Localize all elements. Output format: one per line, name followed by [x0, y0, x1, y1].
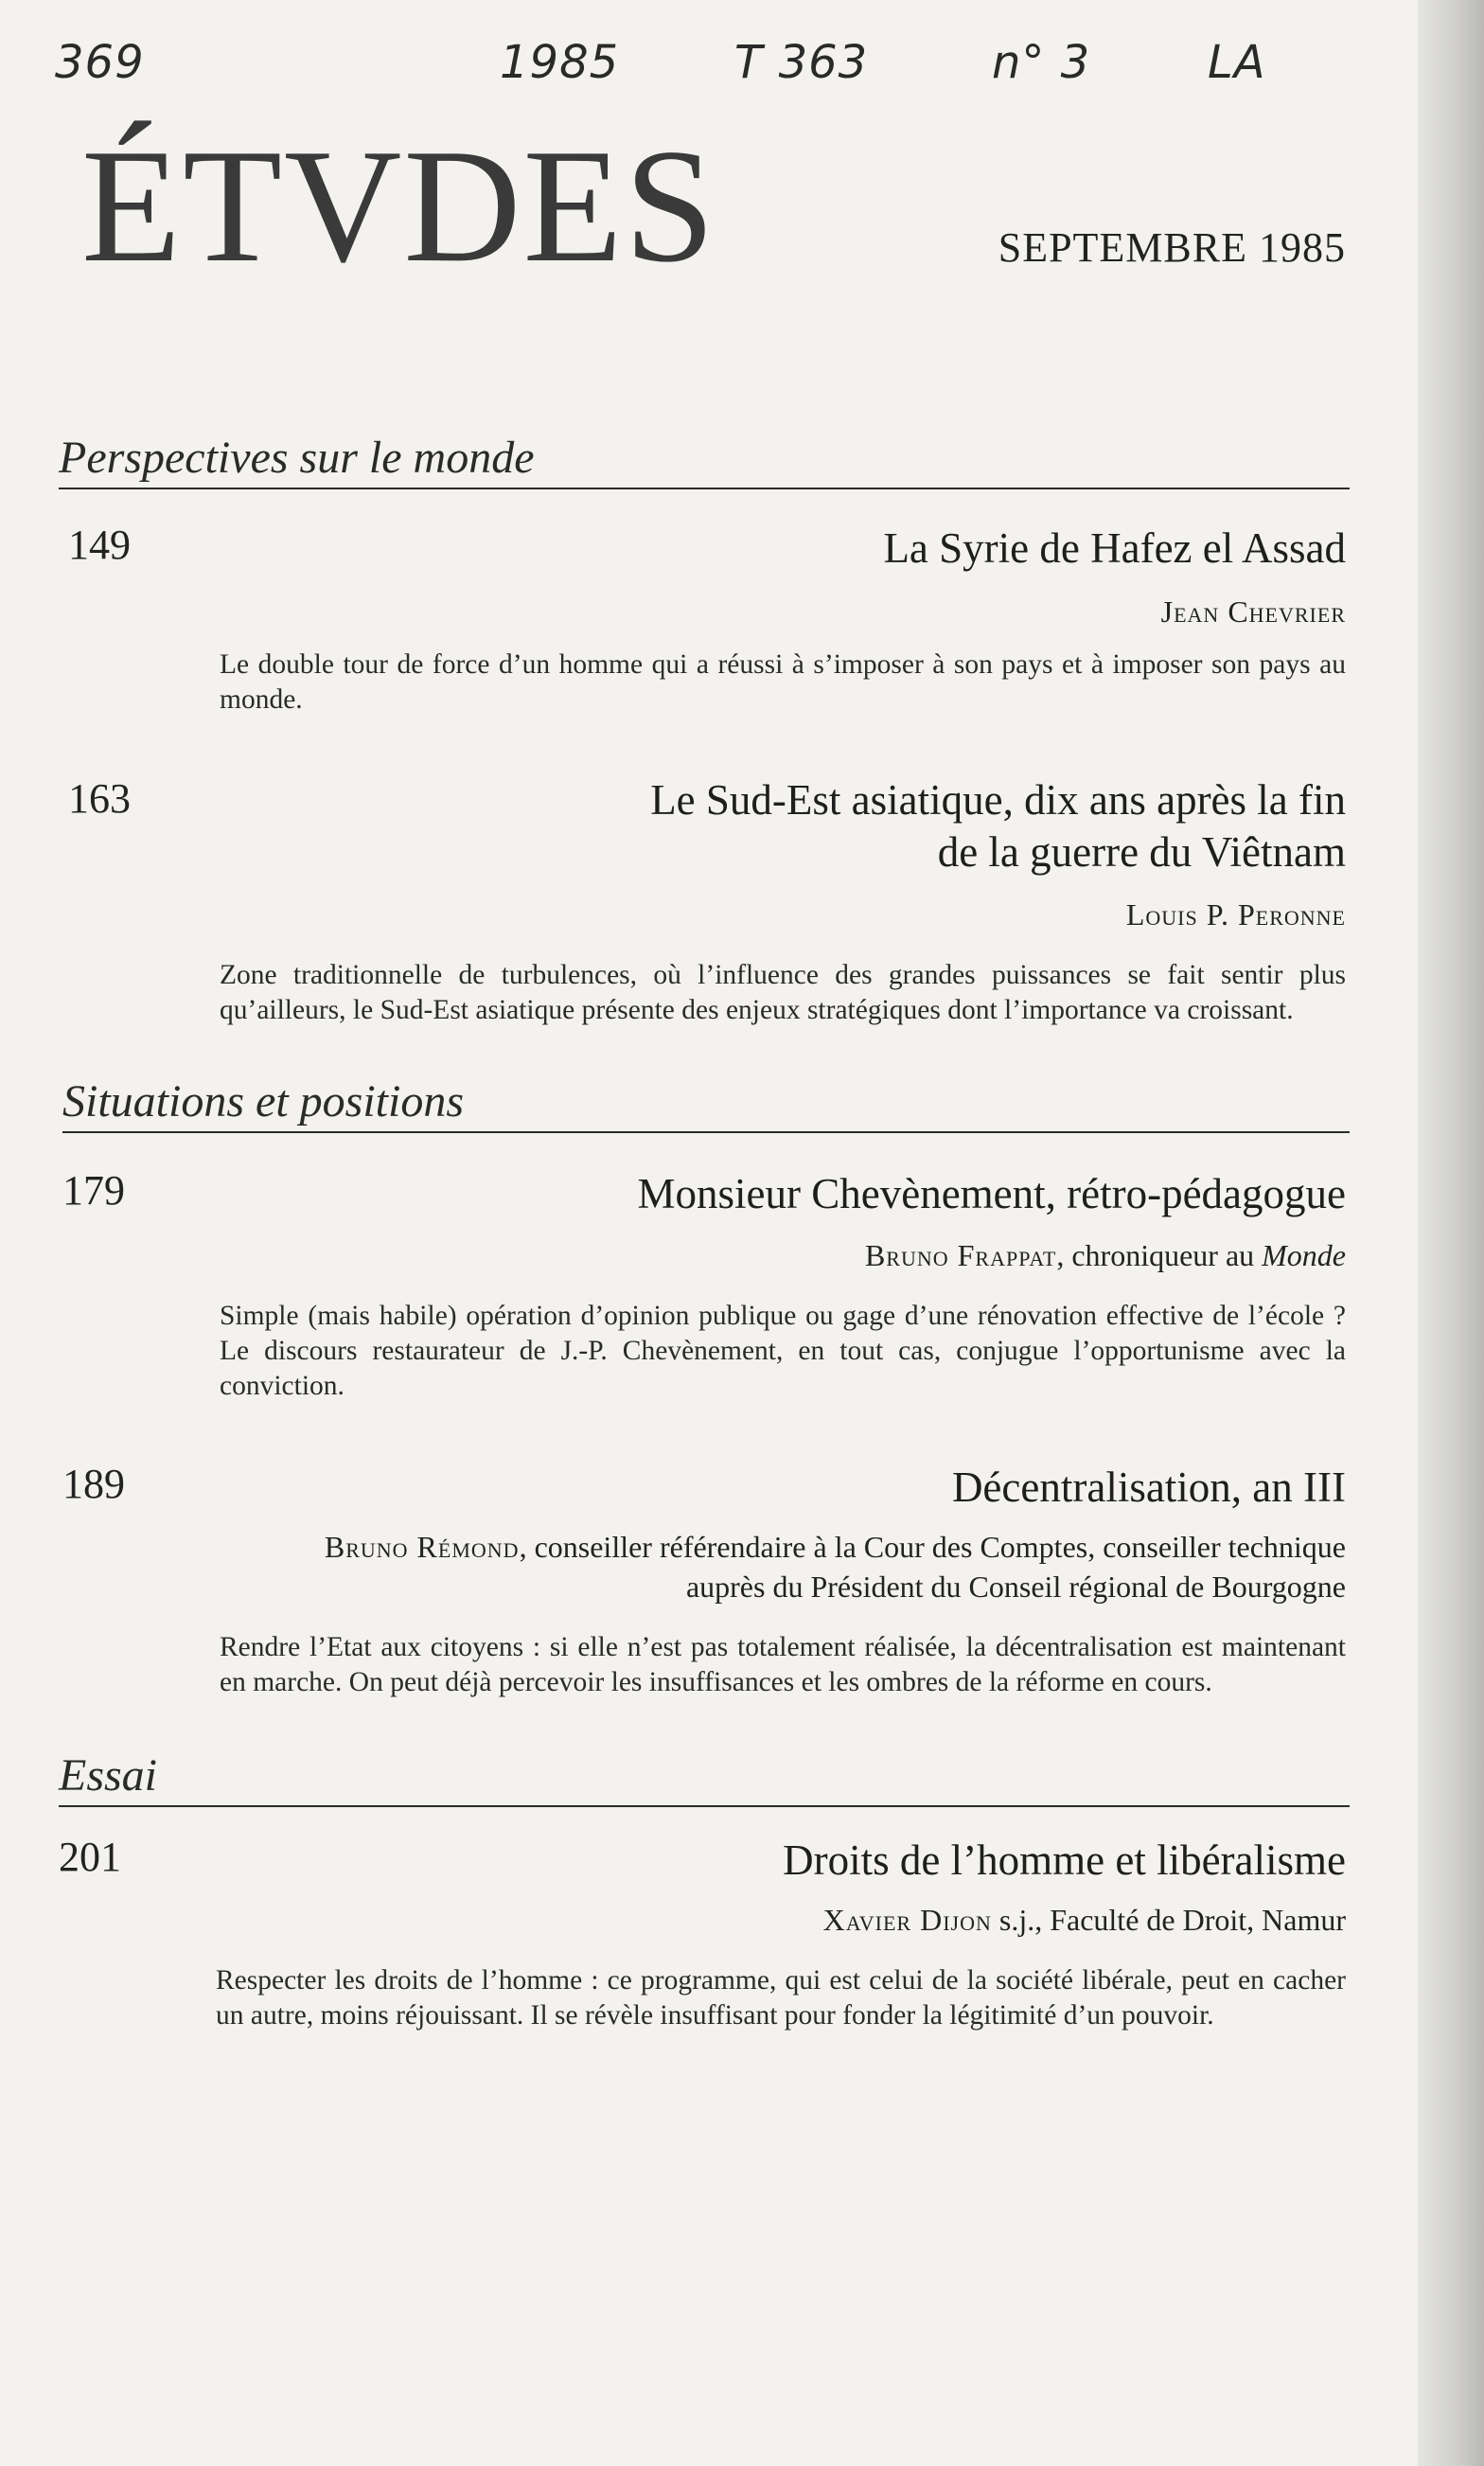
article-summary: Rendre l’Etat aux citoyens : si elle n’est pas totalement réalisée, la décentralisation est maintenant en marche. On peut déjà percevoir les insuffisances et les ombres de la réforme en cours. [220, 1632, 1346, 1697]
article-title-line: Le Sud-Est asiatique, dix ans après la fin [650, 776, 1346, 824]
article-title-line: La Syrie de Hafez el Assad [883, 524, 1346, 572]
article-title-line: Droits de l’homme et libéralisme [783, 1836, 1346, 1884]
article-author [1126, 896, 1346, 935]
issue-date: SEPTEMBRE 1985 [998, 224, 1346, 271]
section-heading: Situations et positions [62, 1077, 1350, 1133]
author-name: Jean Chevrier [1160, 594, 1346, 629]
author-affiliation: , chroniqueur au [1056, 1238, 1263, 1272]
article-title-line: Décentralisation, an III [951, 1464, 1346, 1511]
author-affiliation-italic: Monde [1262, 1238, 1346, 1272]
handwritten-note: 369 [55, 36, 145, 89]
article-author [59, 1528, 1346, 1606]
article-author [865, 1236, 1346, 1276]
author-affiliation: , conseiller référendaire à la Cour des Comptes, conseiller technique [519, 1530, 1346, 1564]
article-page-number: 201 [59, 1834, 121, 1880]
section-heading: Essai [59, 1751, 1350, 1807]
author-affiliation-line2: auprès du Président du Conseil régional de Bourgogne [685, 1569, 1346, 1604]
article-author [823, 1901, 1346, 1941]
article-summary: Simple (mais habile) opération d’opinion publique ou gage d’une rénovation effective de l’école ? Le discours restaurateur de J.-P. Chevènement, en tout cas, conjugue l’opportunisme avec la conviction. [220, 1301, 1346, 1401]
article-page-number: 149 [68, 522, 131, 568]
article-page-number: 179 [62, 1167, 125, 1214]
handwritten-note: n° 3 [992, 36, 1091, 89]
article-title [650, 774, 1346, 878]
author-name: Bruno Frappat [864, 1238, 1057, 1272]
handwritten-note: LA [1208, 36, 1266, 89]
page-edge-shadow [1418, 0, 1484, 2466]
article-title-line: de la guerre du Viêtnam [937, 827, 1346, 876]
masthead-title: ÉTVDES [81, 116, 717, 296]
article-title [883, 523, 1346, 575]
article-page-number: 189 [62, 1461, 125, 1507]
handwritten-note: 1985 [500, 36, 620, 89]
article-title [638, 1168, 1347, 1220]
article-author [1161, 593, 1346, 632]
author-name: Xavier Dijon [822, 1903, 992, 1937]
article-summary: Zone traditionnelle de turbulences, où l’influence des grandes puissances se fait sentir plus qu’ailleurs, le Sud-Est asiatique présente des enjeux stratégiques dont l’importance va croissant. [220, 960, 1346, 1025]
author-name: Bruno Rémond [324, 1530, 520, 1564]
article-title-line: Monsieur Chevènement, rétro-pédagogue [637, 1170, 1346, 1217]
article-title [952, 1462, 1346, 1514]
section-heading: Perspectives sur le monde [59, 434, 1350, 489]
author-affiliation: s.j., Faculté de Droit, Namur [991, 1903, 1346, 1937]
article-summary: Le double tour de force d’un homme qui a réussi à s’imposer à son pays et à imposer son pays au monde. [220, 649, 1346, 715]
article-page-number: 163 [68, 775, 131, 822]
handwritten-note: T 363 [734, 36, 869, 89]
article-summary: Respecter les droits de l’homme : ce programme, qui est celui de la société libérale, peut en cacher un autre, moins réjouissant. Il se révèle insuffisant pour fonder la légitimité d’un pouvoir. [216, 1965, 1346, 2031]
author-name: Louis P. Peronne [1125, 897, 1346, 931]
article-title [783, 1835, 1346, 1887]
